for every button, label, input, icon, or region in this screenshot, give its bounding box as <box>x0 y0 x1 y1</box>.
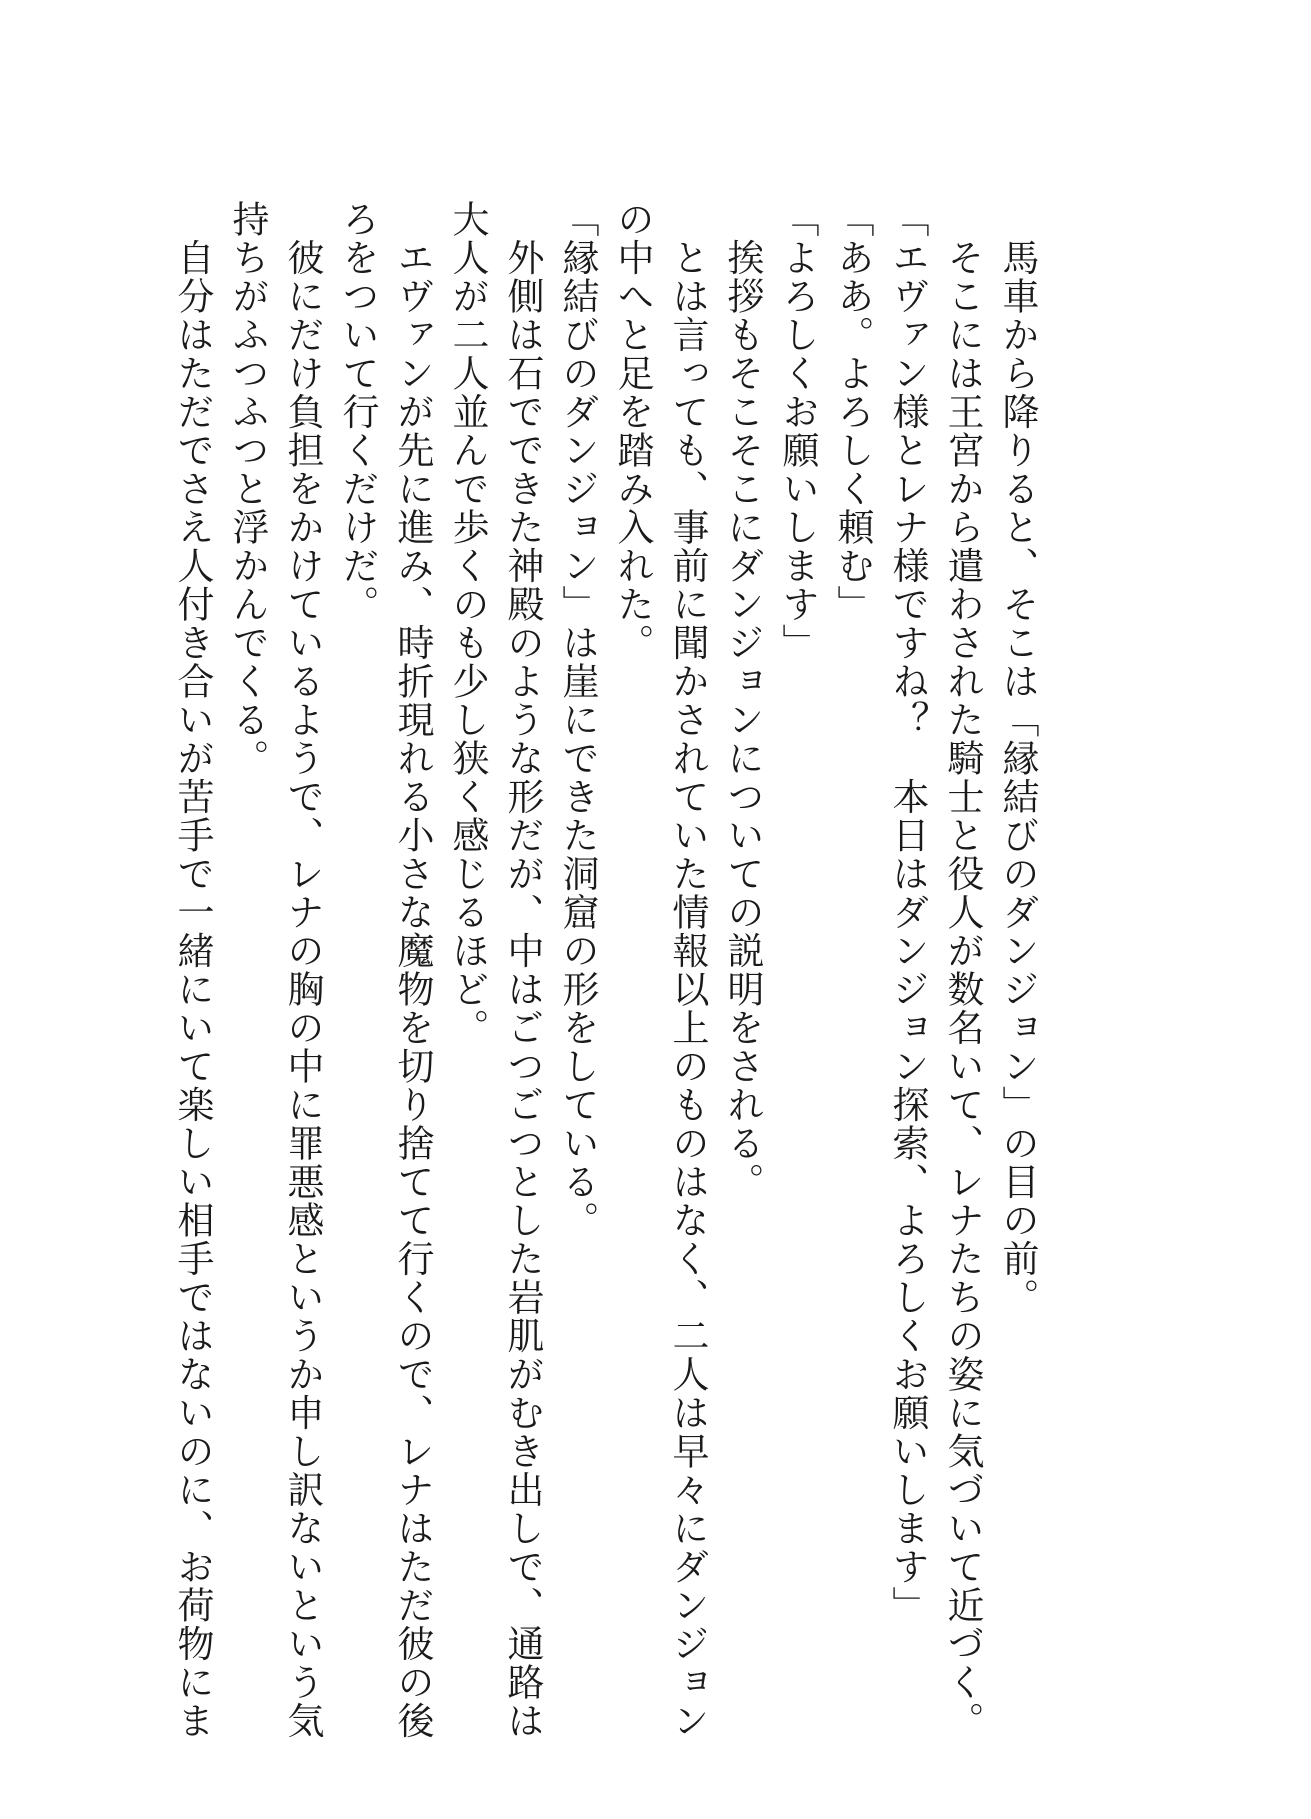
text-line: 「エヴァン様とレナ様ですね？ 本日はダンジョン探索、よろしくお願いします」 <box>886 200 929 1625</box>
text-line: とは言っても、事前に聞かされていた情報以上のものはなく、二人は早々にダンジョン <box>666 200 709 1740</box>
text-line: ろをついて行くだけだ。 <box>336 200 379 624</box>
text-line: 持ちがふつふつと浮かんでくる。 <box>226 200 269 778</box>
text-line: 「縁結びのダンジョン」は崖にできた洞窟の形をしている。 <box>556 200 599 1240</box>
text-line: 自分はただでさえ人付き合いが苦手で一緒にいて楽しい相手ではないのに、お荷物にま <box>171 200 214 1740</box>
vertical-text-body <box>171 200 1045 1740</box>
text-line: 「ああ。よろしく頼む」 <box>831 200 874 624</box>
text-line: エヴァンが先に進み、時折現れる小さな魔物を切り捨てて行くので、レナはただ彼の後 <box>391 200 434 1740</box>
text-line: の中へと足を踏み入れた。 <box>611 200 654 662</box>
text-line: 彼にだけ負担をかけているようで、レナの胸の中に罪悪感というか申し訳ないという気 <box>281 200 324 1740</box>
text-line: 馬車から降りると、そこは「縁結びのダンジョン」の目の前。 <box>996 200 1039 1317</box>
text-line: 大人が二人並んで歩くのも少し狭く感じるほど。 <box>446 200 489 1047</box>
text-line: 「よろしくお願いします」 <box>776 200 819 662</box>
text-line: 挨拶もそこそこにダンジョンについての説明をされる。 <box>721 200 764 1201</box>
text-line: そこには王宮から遣わされた騎士と役人が数名いて、レナたちの姿に気づいて近づく。 <box>941 200 984 1740</box>
text-line: 外側は石でできた神殿のような形だが、中はごつごつとした岩肌がむき出しで、通路は <box>501 200 544 1740</box>
